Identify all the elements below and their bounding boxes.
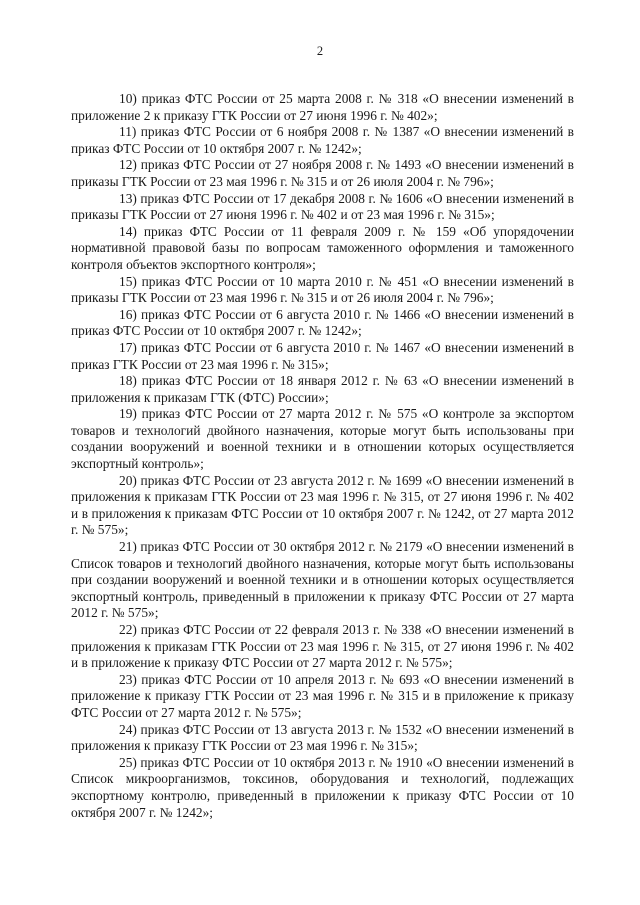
order-list (71, 91, 574, 821)
list-item: 17) приказ ФТС России от 6 августа 2010 г. № 1467 «О внесении изменений в приказ ГТК России от 23 мая 1996 г. № 315»; (71, 339, 574, 372)
list-item: 15) приказ ФТС России от 10 марта 2010 г. № 451 «О внесении изменений в приказы ГТК России от 23 мая 1996 г. № 315 и от 26 июля 2004 г. № 796»; (71, 273, 574, 306)
list-item: 19) приказ ФТС России от 27 марта 2012 г. № 575 «О контроле за экспортом товаров и технологий двойного назначения, которые могут быть использованы при создании вооружений и военной техники и в отношении которых осуществляется экспортный контроль»; (71, 406, 574, 472)
list-item: 24) приказ ФТС России от 13 августа 2013 г. № 1532 «О внесении изменений в приложения к приказу ГТК России от 23 мая 1996 г. № 315»; (71, 721, 574, 754)
list-item: 21) приказ ФТС России от 30 октября 2012 г. № 2179 «О внесении изменений в Список товаров и технологий двойного назначения, которые могут быть использованы при создании вооружений и военной техники и в отношении которых осуществляется экспортный контроль, приведенный в приложении к приказу ФТС России от 27 марта 2012 г. № 575»; (71, 539, 574, 621)
list-item: 13) приказ ФТС России от 17 декабря 2008 г. № 1606 «О внесении изменений в приказы ГТК России от 27 июня 1996 г. № 402 и от 23 мая 1996 г. № 315»; (71, 190, 574, 223)
list-item: 25) приказ ФТС России от 10 октября 2013 г. № 1910 «О внесении изменений в Список микроорганизмов, токсинов, оборудования и технологий, подлежащих экспортному контролю, приведенный в приложении к приказу ФТС России от 10 октября 2007 г. № 1242»; (71, 754, 574, 820)
list-item: 10) приказ ФТС России от 25 марта 2008 г. № 318 «О внесении изменений в приложение 2 к приказу ГТК России от 27 июня 1996 г. № 402»; (71, 91, 574, 123)
list-item: 12) приказ ФТС России от 27 ноября 2008 г. № 1493 «О внесении изменений в приказы ГТК России от 23 мая 1996 г. № 315 и от 26 июля 2004 г. № 796»; (71, 157, 574, 189)
list-item: 18) приказ ФТС России от 18 января 2012 г. № 63 «О внесении изменений в приложения к приказам ГТК (ФТС) России»; (71, 373, 574, 405)
list-item: 16) приказ ФТС России от 6 августа 2010 г. № 1466 «О внесении изменений в приказ ФТС России от 10 октября 2007 г. № 1242»; (71, 306, 574, 339)
page-number: 2 (316, 44, 324, 58)
list-item: 23) приказ ФТС России от 10 апреля 2013 г. № 693 «О внесении изменений в приложение к приказу ГТК России от 23 мая 1996 г. № 315 и в приложение к приказу ФТС России от 27 марта 2012 г. № 575»; (71, 671, 574, 720)
list-item: 11) приказ ФТС России от 6 ноября 2008 г. № 1387 «О внесении изменений в приказ ФТС России от 10 октября 2007 г. № 1242»; (71, 124, 574, 156)
list-item: 14) приказ ФТС России от 11 февраля 2009 г. № 159 «Об упорядочении нормативной правовой базы по вопросам таможенного оформления и таможенного контроля объектов экспортного контроля»; (71, 223, 574, 272)
list-item: 20) приказ ФТС России от 23 августа 2012 г. № 1699 «О внесении изменений в приложения к приказам ГТК России от 23 мая 1996 г. № 315, от 27 июня 1996 г. № 402 и в приложения к приказам ФТС России от 10 октября 2007 г. № 1242, от 27 марта 2012 г. № 575»; (71, 472, 574, 538)
list-item: 22) приказ ФТС России от 22 февраля 2013 г. № 338 «О внесении изменений в приложения к приказам ГТК России от 23 мая 1996 г. № 315, от 27 июня 1996 г. № 402 и в приложение к приказу ФТС России от 27 марта 2012 г. № 575»; (71, 622, 574, 671)
